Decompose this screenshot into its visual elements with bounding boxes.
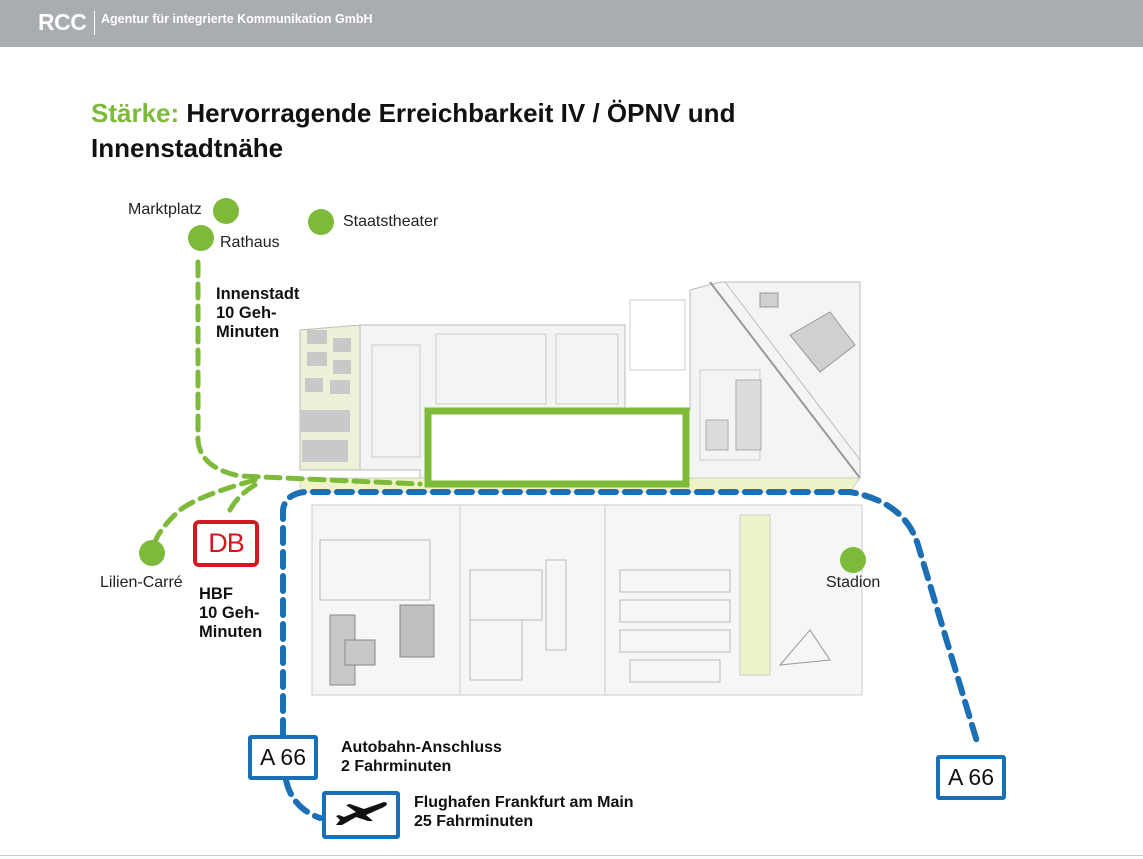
hbf-info [199,585,262,642]
airport-sign [322,791,400,839]
title-text: Hervorragende Erreichbarkeit IV / ÖPNV und Innenstadtnähe [91,98,736,163]
flughafen-title: Flughafen Frankfurt am Main [414,794,634,811]
innenstadt-title: Innenstadt [216,285,300,303]
site-plan-lower [312,505,862,695]
flughafen-time: 25 Fahrminuten [414,813,534,830]
agency-name: Agentur für integrierte Kommunikation GmbH [101,12,373,26]
development-site [428,411,686,484]
hbf-time-1: 10 Geh- [199,604,260,622]
db-logo-text: DB [208,528,244,558]
rathaus-marker [188,225,214,251]
autobahn-info [341,738,502,776]
stadion-marker [840,547,866,573]
airplane-icon [326,795,396,835]
innenstadt-time-2: Minuten [216,323,280,341]
lilien-carre-marker [139,540,165,566]
innenstadt-info [216,285,299,342]
footer-divider [0,855,1143,856]
autobahn-time: 2 Fahrminuten [341,758,452,775]
rathaus-label: Rathaus [220,234,280,251]
hbf-title: HBF [199,585,233,603]
innenstadt-time-1: 10 Geh- [216,304,277,322]
db-sign [193,520,259,567]
staatstheater-label: Staatstheater [343,213,439,230]
autobahn-title: Autobahn-Anschluss [341,739,502,756]
rcc-logo: RCC [38,9,87,35]
hbf-time-2: Minuten [199,623,263,641]
marktplatz-label: Marktplatz [128,201,202,218]
title-accent: Stärke: [91,98,180,128]
staatstheater-marker [308,209,334,235]
marktplatz-marker [213,198,239,224]
a66-sign-right: A 66 [936,755,1006,800]
stadion-label: Stadion [826,574,881,591]
lilien-carre-label: Lilien-Carré [100,574,183,591]
flughafen-info [414,793,634,831]
a66-sign-left: A 66 [248,735,318,780]
